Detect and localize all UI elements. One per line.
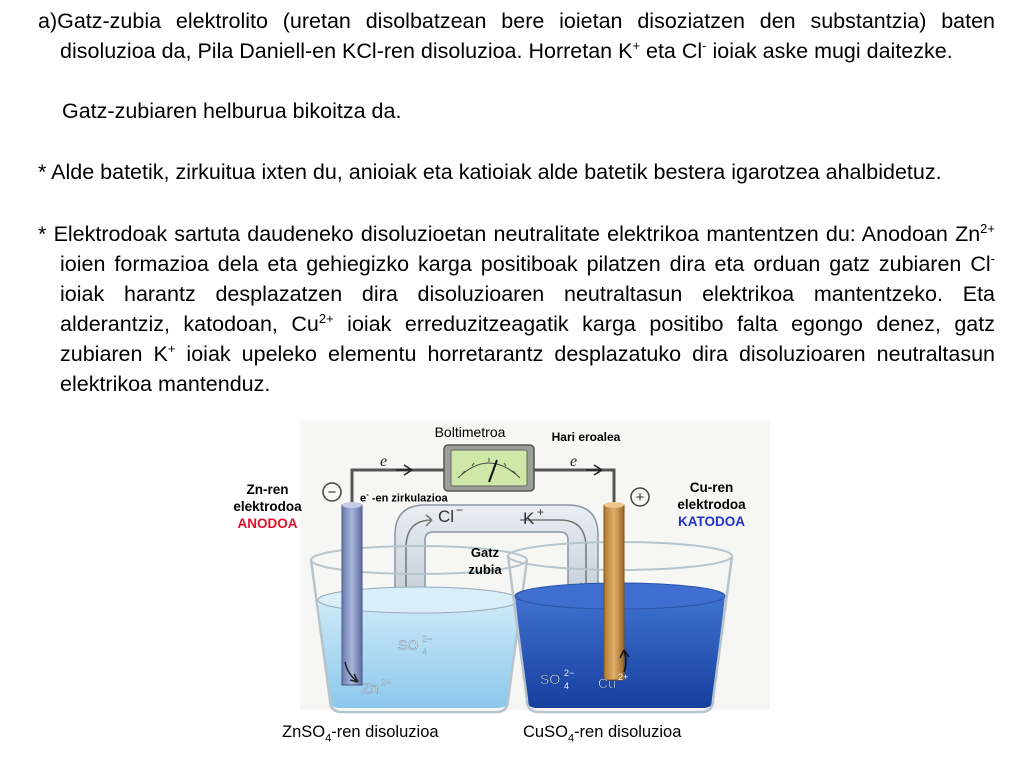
sulfate-label: SO xyxy=(398,637,419,653)
salt-bridge-label-line1: Gatz xyxy=(470,545,500,560)
anode-role-label: ANODOA xyxy=(237,516,298,531)
sulfate-subscript: 4 xyxy=(422,647,428,657)
zn-electrode-line1: Zn-ren xyxy=(246,482,289,497)
electron-circulation-label: e- -en zirkulazioa xyxy=(360,490,448,505)
wire-label: Hari eroalea xyxy=(551,430,621,444)
bullet-closes-circuit: * Alde batetik, zirkuitua ixten du, anioiak eta katioiak alde batetik bestera igarotzea ahalbidetuz. xyxy=(38,160,942,184)
bridge-anion-charge: − xyxy=(456,503,464,517)
sulfate-charge: 2− xyxy=(564,668,575,678)
zn-electrode xyxy=(342,505,362,685)
zn-electrode-line2: elektrodoa xyxy=(233,499,302,514)
bridge-anion-label: Cl xyxy=(438,507,455,526)
svg-text:−: − xyxy=(327,484,337,501)
cu-electrode xyxy=(604,505,624,680)
zn-electrode-top xyxy=(342,502,362,508)
zn-electrode-label xyxy=(220,481,315,532)
electron-symbol: e xyxy=(380,453,388,470)
cu-electrode-line1: Cu-ren xyxy=(689,480,734,495)
bridge-cation-charge: + xyxy=(537,505,545,519)
voltmeter xyxy=(444,445,534,491)
zn-ion-charge: 2+ xyxy=(381,677,392,687)
cu-ion-label: Cu xyxy=(598,675,616,691)
salt-bridge-label-line2: zubia xyxy=(468,562,502,577)
cu-electrode-line2: elektrodoa xyxy=(677,497,746,512)
sulfate-charge: 2− xyxy=(422,634,433,644)
cu-electrode-top xyxy=(604,502,624,508)
bullet-electroneutrality: * Elektrodoak sartuta daudeneko disoluzioetan neutralitate elektrikoa mantentzen du: Anodoan $Zn^{2+}$ ioien formazioa dela eta gehiegizko karga positiboak pilatzen dira eta orduan gatz zubiaren Cl- ioiak harantz desplazatzen dira disoluzioaren neutraltasun elektrikoa mantentzeko. Eta alderantziz, katodoan, $Cu^{2+}$ ioiak erreduzitzeagatik karga positibo falta egongo denez, gatz zubiaren K+ ioiak upeleko elementu horretarantz desplazatuko dira disoluzioaren neutraltasun elektrikoa mantenduz. xyxy=(38,221,995,396)
paragraph-salt-bridge-definition: a)Gatz-zubia elektrolito (uretan disolbatzean bere ioietan disoziatzen den substantzia) baten disoluzioa da, Pila Daniell-en KCl-ren disoluzioa. Horretan K+ eta Cl- ioiak aske mugi daitezke. xyxy=(38,9,995,63)
paragraph-purpose: Gatz-zubiaren helburua bikoitza da. xyxy=(62,99,402,123)
cu-solution-caption: CuSO$_4$-ren disoluzioa xyxy=(523,723,682,745)
svg-text:+: + xyxy=(635,489,645,506)
voltmeter-label: Boltimetroa xyxy=(434,424,506,440)
sulfate-subscript: 4 xyxy=(564,681,570,691)
bridge-cation-label: K xyxy=(523,509,535,528)
zn-ion-label: Zn xyxy=(362,680,379,696)
cathode-role-label: KATODOA xyxy=(678,514,745,529)
sulfate-label: SO xyxy=(540,671,561,687)
electron-symbol: e xyxy=(570,453,578,470)
zn-solution-caption: ZnSO$_4$-ren disoluzioa xyxy=(282,723,439,745)
cu-ion-charge: 2+ xyxy=(618,672,629,682)
cu-electrode-label xyxy=(664,479,759,530)
salt-bridge-label xyxy=(450,544,520,578)
